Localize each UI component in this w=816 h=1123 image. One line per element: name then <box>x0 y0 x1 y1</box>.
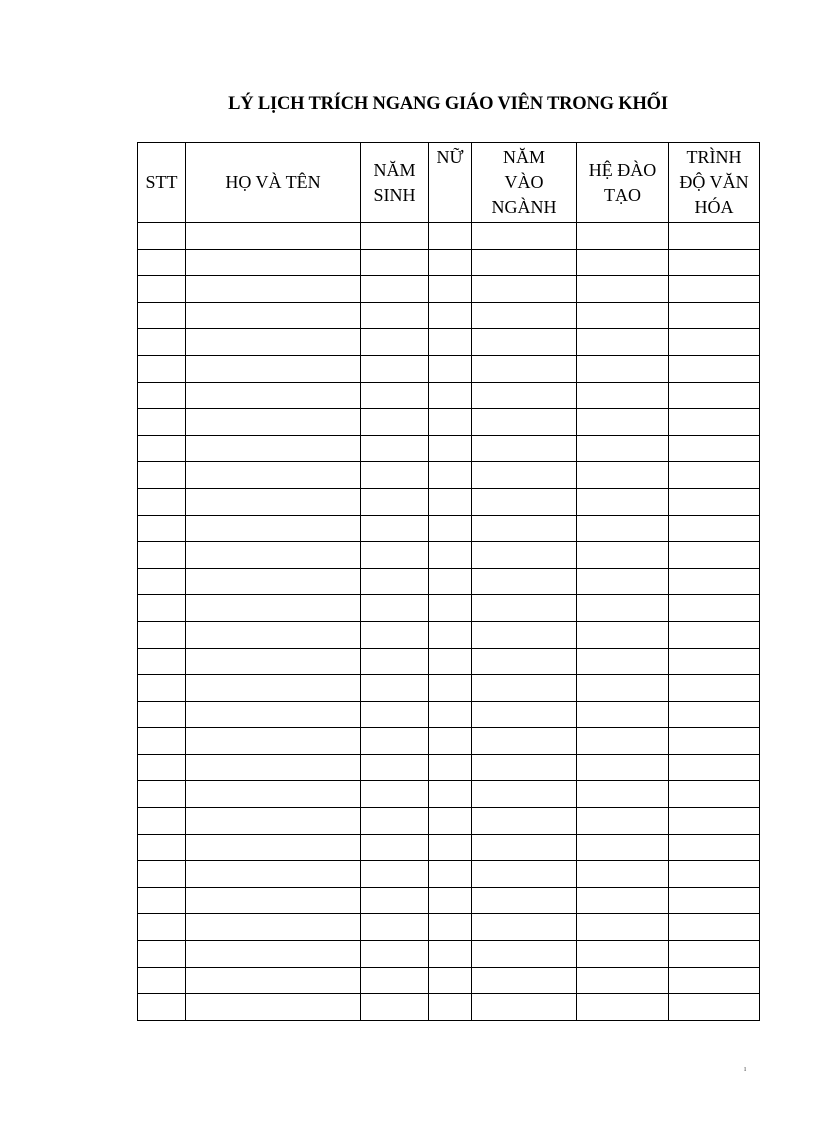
name-cell[interactable] <box>186 595 361 622</box>
name-cell[interactable] <box>186 941 361 968</box>
birth-year-cell[interactable] <box>361 781 429 808</box>
birth-year-cell[interactable] <box>361 302 429 329</box>
female-cell[interactable] <box>429 382 472 409</box>
female-cell[interactable] <box>429 329 472 356</box>
training-cell[interactable] <box>577 435 669 462</box>
training-cell[interactable] <box>577 249 669 276</box>
birth-year-cell[interactable] <box>361 701 429 728</box>
birth-year-cell[interactable] <box>361 941 429 968</box>
birth-year-cell[interactable] <box>361 994 429 1021</box>
year-joined-cell[interactable] <box>472 382 577 409</box>
birth-year-cell[interactable] <box>361 515 429 542</box>
table-row <box>138 861 760 888</box>
stt-cell[interactable] <box>138 223 186 250</box>
birth-year-cell[interactable] <box>361 595 429 622</box>
education-cell[interactable] <box>669 249 760 276</box>
name-cell[interactable] <box>186 435 361 462</box>
education-cell[interactable] <box>669 462 760 489</box>
female-cell[interactable] <box>429 728 472 755</box>
name-cell[interactable] <box>186 329 361 356</box>
stt-cell[interactable] <box>138 515 186 542</box>
training-cell[interactable] <box>577 621 669 648</box>
education-cell[interactable] <box>669 994 760 1021</box>
education-cell[interactable] <box>669 355 760 382</box>
stt-cell[interactable] <box>138 621 186 648</box>
birth-year-cell[interactable] <box>361 435 429 462</box>
stt-cell[interactable] <box>138 914 186 941</box>
education-cell[interactable] <box>669 808 760 835</box>
stt-cell[interactable] <box>138 249 186 276</box>
stt-cell[interactable] <box>138 382 186 409</box>
birth-year-cell[interactable] <box>361 834 429 861</box>
stt-cell[interactable] <box>138 302 186 329</box>
birth-year-cell[interactable] <box>361 409 429 436</box>
training-cell[interactable] <box>577 223 669 250</box>
table-row <box>138 409 760 436</box>
table-row <box>138 568 760 595</box>
stt-cell[interactable] <box>138 542 186 569</box>
female-cell[interactable] <box>429 302 472 329</box>
education-cell[interactable] <box>669 648 760 675</box>
training-cell[interactable] <box>577 329 669 356</box>
birth-year-cell[interactable] <box>361 675 429 702</box>
female-cell[interactable] <box>429 701 472 728</box>
female-cell[interactable] <box>429 223 472 250</box>
table-row <box>138 462 760 489</box>
female-cell[interactable] <box>429 488 472 515</box>
table-row <box>138 276 760 303</box>
year-joined-cell[interactable] <box>472 276 577 303</box>
stt-cell[interactable] <box>138 675 186 702</box>
stt-cell[interactable] <box>138 887 186 914</box>
table-row <box>138 249 760 276</box>
year-joined-cell[interactable] <box>472 967 577 994</box>
year-joined-cell[interactable] <box>472 542 577 569</box>
female-cell[interactable] <box>429 462 472 489</box>
year-joined-cell[interactable] <box>472 568 577 595</box>
table-row <box>138 515 760 542</box>
table-row <box>138 355 760 382</box>
year-joined-cell[interactable] <box>472 861 577 888</box>
stt-cell[interactable] <box>138 728 186 755</box>
name-cell[interactable] <box>186 568 361 595</box>
education-cell[interactable] <box>669 621 760 648</box>
training-cell[interactable] <box>577 409 669 436</box>
education-cell[interactable] <box>669 754 760 781</box>
name-cell[interactable] <box>186 462 361 489</box>
birth-year-cell[interactable] <box>361 382 429 409</box>
training-cell[interactable] <box>577 887 669 914</box>
header-education-level: TRÌNH ĐỘ VĂN HÓA <box>669 143 760 223</box>
table-row <box>138 754 760 781</box>
education-cell[interactable] <box>669 834 760 861</box>
female-cell[interactable] <box>429 621 472 648</box>
training-cell[interactable] <box>577 701 669 728</box>
table-row <box>138 435 760 462</box>
table-row <box>138 914 760 941</box>
stt-cell[interactable] <box>138 994 186 1021</box>
birth-year-cell[interactable] <box>361 887 429 914</box>
training-cell[interactable] <box>577 994 669 1021</box>
birth-year-cell[interactable] <box>361 542 429 569</box>
name-cell[interactable] <box>186 914 361 941</box>
name-cell[interactable] <box>186 515 361 542</box>
name-cell[interactable] <box>186 621 361 648</box>
education-cell[interactable] <box>669 329 760 356</box>
education-cell[interactable] <box>669 435 760 462</box>
year-joined-cell[interactable] <box>472 834 577 861</box>
training-cell[interactable] <box>577 781 669 808</box>
year-joined-cell[interactable] <box>472 994 577 1021</box>
year-joined-cell[interactable] <box>472 887 577 914</box>
name-cell[interactable] <box>186 648 361 675</box>
female-cell[interactable] <box>429 834 472 861</box>
name-cell[interactable] <box>186 754 361 781</box>
table-row <box>138 675 760 702</box>
education-cell[interactable] <box>669 967 760 994</box>
name-cell[interactable] <box>186 834 361 861</box>
stt-cell[interactable] <box>138 276 186 303</box>
document-title: LÝ LỊCH TRÍCH NGANG GIÁO VIÊN TRONG KHỐI <box>228 94 668 114</box>
birth-year-cell[interactable] <box>361 249 429 276</box>
training-cell[interactable] <box>577 382 669 409</box>
teacher-roster-table <box>137 142 760 1021</box>
table-row <box>138 834 760 861</box>
training-cell[interactable] <box>577 355 669 382</box>
birth-year-cell[interactable] <box>361 754 429 781</box>
education-cell[interactable] <box>669 941 760 968</box>
table-row <box>138 808 760 835</box>
name-cell[interactable] <box>186 382 361 409</box>
header-female: NỮ <box>429 143 472 223</box>
education-cell[interactable] <box>669 488 760 515</box>
education-cell[interactable] <box>669 276 760 303</box>
female-cell[interactable] <box>429 568 472 595</box>
training-cell[interactable] <box>577 675 669 702</box>
page-mark: ı <box>744 1064 747 1073</box>
education-cell[interactable] <box>669 861 760 888</box>
name-cell[interactable] <box>186 701 361 728</box>
table-row <box>138 595 760 622</box>
female-cell[interactable] <box>429 249 472 276</box>
training-cell[interactable] <box>577 914 669 941</box>
year-joined-cell[interactable] <box>472 621 577 648</box>
stt-cell[interactable] <box>138 329 186 356</box>
female-cell[interactable] <box>429 887 472 914</box>
year-joined-cell[interactable] <box>472 223 577 250</box>
year-joined-cell[interactable] <box>472 355 577 382</box>
birth-year-cell[interactable] <box>361 568 429 595</box>
year-joined-cell[interactable] <box>472 914 577 941</box>
table-row <box>138 488 760 515</box>
training-cell[interactable] <box>577 542 669 569</box>
female-cell[interactable] <box>429 675 472 702</box>
name-cell[interactable] <box>186 728 361 755</box>
female-cell[interactable] <box>429 967 472 994</box>
stt-cell[interactable] <box>138 861 186 888</box>
name-cell[interactable] <box>186 249 361 276</box>
name-cell[interactable] <box>186 887 361 914</box>
female-cell[interactable] <box>429 861 472 888</box>
year-joined-cell[interactable] <box>472 409 577 436</box>
name-cell[interactable] <box>186 808 361 835</box>
table-row <box>138 329 760 356</box>
birth-year-cell[interactable] <box>361 967 429 994</box>
year-joined-cell[interactable] <box>472 462 577 489</box>
name-cell[interactable] <box>186 675 361 702</box>
training-cell[interactable] <box>577 728 669 755</box>
female-cell[interactable] <box>429 276 472 303</box>
table-row <box>138 781 760 808</box>
birth-year-cell[interactable] <box>361 808 429 835</box>
stt-cell[interactable] <box>138 701 186 728</box>
education-cell[interactable] <box>669 728 760 755</box>
name-cell[interactable] <box>186 355 361 382</box>
education-cell[interactable] <box>669 409 760 436</box>
stt-cell[interactable] <box>138 462 186 489</box>
training-cell[interactable] <box>577 488 669 515</box>
stt-cell[interactable] <box>138 967 186 994</box>
birth-year-cell[interactable] <box>361 462 429 489</box>
stt-cell[interactable] <box>138 808 186 835</box>
year-joined-cell[interactable] <box>472 754 577 781</box>
year-joined-cell[interactable] <box>472 781 577 808</box>
training-cell[interactable] <box>577 941 669 968</box>
training-cell[interactable] <box>577 462 669 489</box>
female-cell[interactable] <box>429 515 472 542</box>
education-cell[interactable] <box>669 568 760 595</box>
education-cell[interactable] <box>669 675 760 702</box>
name-cell[interactable] <box>186 488 361 515</box>
education-cell[interactable] <box>669 223 760 250</box>
birth-year-cell[interactable] <box>361 355 429 382</box>
stt-cell[interactable] <box>138 355 186 382</box>
header-training-system: HỆ ĐÀO TẠO <box>577 143 669 223</box>
birth-year-cell[interactable] <box>361 223 429 250</box>
name-cell[interactable] <box>186 861 361 888</box>
table-header-row <box>138 143 760 223</box>
year-joined-cell[interactable] <box>472 302 577 329</box>
training-cell[interactable] <box>577 568 669 595</box>
female-cell[interactable] <box>429 355 472 382</box>
training-cell[interactable] <box>577 834 669 861</box>
table-row <box>138 701 760 728</box>
stt-cell[interactable] <box>138 435 186 462</box>
year-joined-cell[interactable] <box>472 728 577 755</box>
header-birth-year: NĂM SINH <box>361 143 429 223</box>
table-row <box>138 941 760 968</box>
female-cell[interactable] <box>429 435 472 462</box>
year-joined-cell[interactable] <box>472 701 577 728</box>
table-row <box>138 223 760 250</box>
name-cell[interactable] <box>186 223 361 250</box>
birth-year-cell[interactable] <box>361 329 429 356</box>
name-cell[interactable] <box>186 302 361 329</box>
year-joined-cell[interactable] <box>472 941 577 968</box>
year-joined-cell[interactable] <box>472 249 577 276</box>
stt-cell[interactable] <box>138 595 186 622</box>
name-cell[interactable] <box>186 409 361 436</box>
name-cell[interactable] <box>186 994 361 1021</box>
year-joined-cell[interactable] <box>472 675 577 702</box>
stt-cell[interactable] <box>138 754 186 781</box>
female-cell[interactable] <box>429 994 472 1021</box>
year-joined-cell[interactable] <box>472 595 577 622</box>
female-cell[interactable] <box>429 754 472 781</box>
education-cell[interactable] <box>669 595 760 622</box>
training-cell[interactable] <box>577 648 669 675</box>
header-year-joined: NĂM VÀO NGÀNH <box>472 143 577 223</box>
training-cell[interactable] <box>577 861 669 888</box>
education-cell[interactable] <box>669 887 760 914</box>
female-cell[interactable] <box>429 542 472 569</box>
year-joined-cell[interactable] <box>472 515 577 542</box>
education-cell[interactable] <box>669 382 760 409</box>
training-cell[interactable] <box>577 595 669 622</box>
name-cell[interactable] <box>186 542 361 569</box>
training-cell[interactable] <box>577 967 669 994</box>
table-row <box>138 648 760 675</box>
table-row <box>138 728 760 755</box>
education-cell[interactable] <box>669 781 760 808</box>
birth-year-cell[interactable] <box>361 648 429 675</box>
year-joined-cell[interactable] <box>472 648 577 675</box>
table-row <box>138 994 760 1021</box>
stt-cell[interactable] <box>138 409 186 436</box>
female-cell[interactable] <box>429 781 472 808</box>
stt-cell[interactable] <box>138 941 186 968</box>
name-cell[interactable] <box>186 781 361 808</box>
table-row <box>138 542 760 569</box>
training-cell[interactable] <box>577 515 669 542</box>
year-joined-cell[interactable] <box>472 435 577 462</box>
birth-year-cell[interactable] <box>361 914 429 941</box>
table-row <box>138 302 760 329</box>
training-cell[interactable] <box>577 276 669 303</box>
table-row <box>138 887 760 914</box>
birth-year-cell[interactable] <box>361 276 429 303</box>
training-cell[interactable] <box>577 754 669 781</box>
stt-cell[interactable] <box>138 488 186 515</box>
table-body <box>138 223 760 1021</box>
header-stt: STT <box>138 143 186 223</box>
name-cell[interactable] <box>186 967 361 994</box>
year-joined-cell[interactable] <box>472 808 577 835</box>
education-cell[interactable] <box>669 701 760 728</box>
year-joined-cell[interactable] <box>472 488 577 515</box>
female-cell[interactable] <box>429 808 472 835</box>
education-cell[interactable] <box>669 542 760 569</box>
female-cell[interactable] <box>429 648 472 675</box>
year-joined-cell[interactable] <box>472 329 577 356</box>
female-cell[interactable] <box>429 914 472 941</box>
training-cell[interactable] <box>577 808 669 835</box>
education-cell[interactable] <box>669 515 760 542</box>
female-cell[interactable] <box>429 409 472 436</box>
header-full-name: HỌ VÀ TÊN <box>186 143 361 223</box>
female-cell[interactable] <box>429 941 472 968</box>
table-row <box>138 382 760 409</box>
stt-cell[interactable] <box>138 781 186 808</box>
training-cell[interactable] <box>577 302 669 329</box>
birth-year-cell[interactable] <box>361 621 429 648</box>
education-cell[interactable] <box>669 914 760 941</box>
birth-year-cell[interactable] <box>361 861 429 888</box>
female-cell[interactable] <box>429 595 472 622</box>
stt-cell[interactable] <box>138 648 186 675</box>
name-cell[interactable] <box>186 276 361 303</box>
table-row <box>138 967 760 994</box>
stt-cell[interactable] <box>138 568 186 595</box>
stt-cell[interactable] <box>138 834 186 861</box>
birth-year-cell[interactable] <box>361 728 429 755</box>
education-cell[interactable] <box>669 302 760 329</box>
table-row <box>138 621 760 648</box>
birth-year-cell[interactable] <box>361 488 429 515</box>
